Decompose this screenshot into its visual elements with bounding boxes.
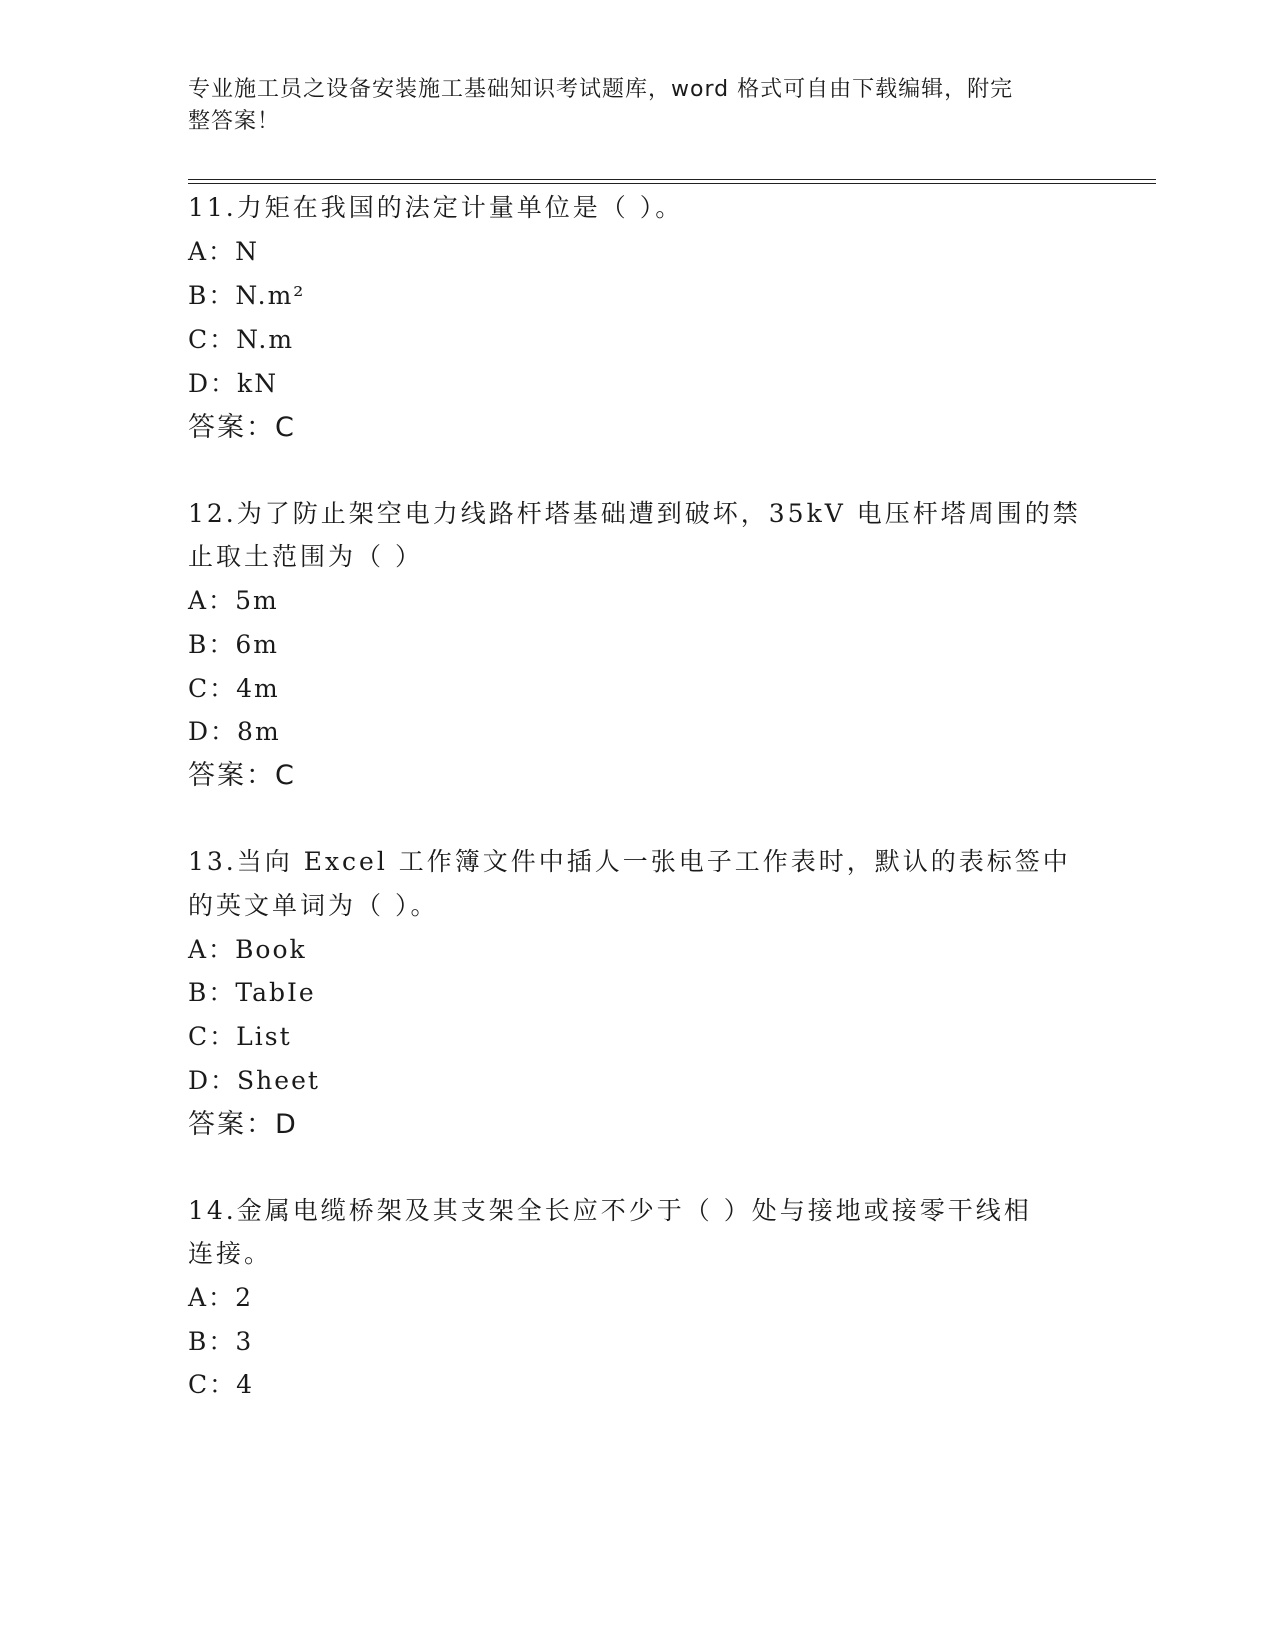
option-label: B：	[188, 630, 236, 659]
option-label: C：	[188, 1370, 237, 1399]
question-11-answer: 答案：C	[188, 412, 296, 443]
question-13-text-line-1: 13.当向 Excel 工作簿文件中插人一张电子工作表时，默认的表标签中	[188, 847, 1071, 876]
question-11-option-d	[188, 369, 278, 399]
question-14-option-c	[188, 1370, 254, 1400]
option-label: A：	[188, 1283, 236, 1312]
header-divider-top	[188, 179, 1156, 180]
option-text: List	[236, 1022, 292, 1051]
option-label: D：	[188, 717, 238, 746]
question-12-text-line-1: 12.为了防止架空电力线路杆塔基础遭到破坏，35kV 电压杆塔周围的禁	[188, 499, 1081, 528]
question-11-option-a	[188, 237, 259, 267]
option-label: A：	[188, 237, 236, 266]
option-label: C：	[188, 325, 237, 354]
option-text: N	[235, 237, 259, 266]
option-label: D：	[188, 1066, 238, 1095]
question-13-option-a	[188, 935, 307, 965]
option-text: Sheet	[237, 1066, 320, 1095]
option-label: C：	[188, 674, 237, 703]
question-13-option-d	[188, 1066, 320, 1096]
option-label: B：	[188, 978, 236, 1007]
option-label: B：	[188, 281, 236, 310]
header-line-2: 整答案！	[188, 109, 281, 134]
option-label: D：	[188, 369, 238, 398]
question-14-text-line-2: 连接。	[188, 1239, 273, 1268]
option-text: 8m	[237, 717, 281, 746]
question-12-text-line-2: 止取土范围为（ ）	[188, 542, 423, 571]
question-11-option-c	[188, 325, 294, 355]
option-text: TabIe	[235, 978, 316, 1007]
question-11-option-b	[188, 281, 305, 311]
option-text: N.m²	[235, 281, 306, 310]
question-12-option-b	[188, 630, 279, 660]
question-13-option-c	[188, 1022, 292, 1052]
document-header	[188, 74, 1068, 138]
question-11-text: 11.力矩在我国的法定计量单位是（ ）。	[188, 193, 684, 222]
option-text: Book	[235, 935, 307, 964]
option-text: 5m	[235, 586, 279, 615]
option-text: kN	[237, 369, 279, 398]
option-text: 4	[236, 1370, 255, 1399]
question-13-answer: 答案：D	[188, 1109, 298, 1140]
question-13-option-b	[188, 978, 316, 1008]
question-13-text-line-2: 的英文单词为（ ）。	[188, 891, 439, 920]
option-text: 4m	[236, 674, 280, 703]
question-14-option-b	[188, 1327, 253, 1357]
question-14-option-a	[188, 1283, 253, 1313]
option-label: B：	[188, 1327, 236, 1356]
question-12-option-c	[188, 674, 280, 704]
option-text: 2	[235, 1283, 253, 1312]
question-12-answer: 答案：C	[188, 760, 296, 791]
question-14-text-line-1: 14.金属电缆桥架及其支架全长应不少于（ ）处与接地或接零干线相	[188, 1196, 1032, 1225]
header-line-1: 专业施工员之设备安装施工基础知识考试题库，word 格式可自由下载编辑，附完	[188, 77, 1014, 102]
option-text: 6m	[235, 630, 279, 659]
question-12-option-a	[188, 586, 279, 616]
question-12-option-d	[188, 717, 281, 747]
option-text: 3	[235, 1327, 254, 1356]
header-divider-bottom	[188, 183, 1156, 184]
option-label: C：	[188, 1022, 237, 1051]
option-label: A：	[188, 586, 236, 615]
option-label: A：	[188, 935, 236, 964]
option-text: N.m	[236, 325, 295, 354]
